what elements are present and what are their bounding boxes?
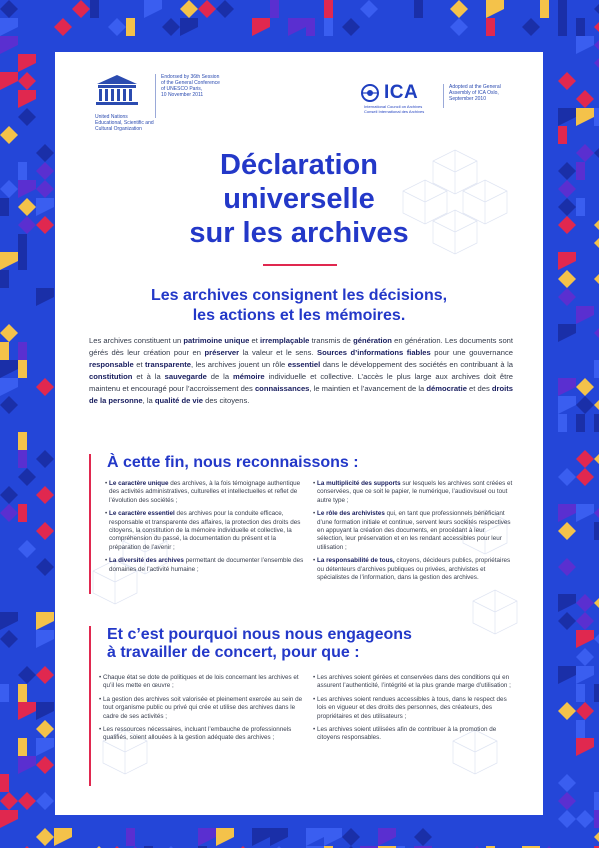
background-tile bbox=[18, 504, 27, 522]
section2-right-list bbox=[313, 674, 513, 748]
list-item bbox=[313, 510, 513, 552]
intro-keyword: irremplaçable bbox=[260, 336, 310, 345]
bullet-icon: • bbox=[313, 480, 316, 487]
list-item bbox=[313, 726, 513, 743]
list-item bbox=[99, 726, 305, 743]
item-keyword: Le rôle des archivistes bbox=[317, 510, 385, 518]
section1-title: À cette fin, nous reconnaissons : bbox=[107, 454, 359, 471]
intro-keyword: mémoire bbox=[233, 372, 265, 382]
bullet-icon: • bbox=[99, 674, 102, 681]
declaration-card bbox=[55, 52, 543, 815]
intro-keyword: transparente bbox=[145, 360, 192, 370]
background-tile bbox=[558, 0, 567, 18]
unesco-temple-logo bbox=[95, 74, 139, 108]
bullet-icon: • bbox=[313, 557, 316, 565]
background-tile bbox=[306, 18, 315, 36]
background-tile bbox=[576, 162, 585, 180]
background-tile bbox=[0, 342, 9, 360]
item-text: Les archives soient gérées et conservées dans des conditions qui en assurent l’authenticité, l’intégrité et la plus grande marge d’utilisation ; bbox=[317, 674, 511, 690]
section2-title: Et c’est pourquoi nous nous engageons à travailler de concert, pour que : bbox=[107, 626, 412, 661]
intro-keyword: connaissances bbox=[254, 384, 310, 394]
section1-left-list bbox=[105, 480, 305, 579]
background-tile bbox=[0, 270, 9, 288]
intro-text: en génération. Les documents sont gérés dès leur création pour en bbox=[89, 336, 514, 358]
bullet-icon: • bbox=[99, 726, 102, 734]
section1-accent-bar bbox=[89, 454, 91, 594]
background-tile bbox=[486, 18, 495, 36]
background-tile bbox=[594, 684, 599, 702]
item-keyword: Le caractère essentiel bbox=[109, 510, 175, 518]
item-keyword: La responsabilité de tous, bbox=[317, 557, 395, 565]
intro-keyword: Sources d’informations fiables bbox=[317, 348, 431, 358]
page-title: Déclaration universelle sur les archives bbox=[189, 149, 409, 249]
background-tile bbox=[558, 18, 567, 36]
bullet-icon: • bbox=[313, 695, 316, 703]
intro-keyword: sauvegarde bbox=[164, 372, 207, 382]
background-tile bbox=[594, 414, 599, 432]
item-keyword: Le caractère unique bbox=[109, 480, 169, 487]
title-divider bbox=[263, 264, 337, 266]
background-tile bbox=[90, 0, 99, 18]
section2-accent-bar bbox=[89, 626, 91, 786]
intro-text: transmis de bbox=[309, 336, 354, 345]
background-tile bbox=[540, 0, 549, 18]
list-item bbox=[99, 674, 305, 691]
background-tile bbox=[576, 720, 585, 738]
intro-text: , les archives jouent un rôle bbox=[191, 360, 288, 370]
intro-text: pour une gouvernance bbox=[430, 348, 513, 358]
background-tile bbox=[18, 252, 27, 270]
background-tile bbox=[576, 684, 585, 702]
ica-adoption-note: Adopted at the General Assembly of ICA Oslo, September 2010 bbox=[443, 84, 519, 108]
subtitle: Les archives consignent les décisions, les actions et les mémoires. bbox=[150, 287, 448, 324]
ica-globe-logo bbox=[361, 84, 385, 102]
bullet-icon: • bbox=[313, 726, 316, 734]
intro-text: Les archives constituent un bbox=[89, 336, 184, 345]
bullet-icon: • bbox=[105, 480, 108, 487]
list-item bbox=[313, 674, 513, 691]
intro-keyword: constitution bbox=[89, 372, 133, 382]
intro-text: dans le développement des sociétés en contribuant à la bbox=[320, 360, 513, 370]
background-tile bbox=[18, 684, 27, 702]
intro-text: la valeur et le sens. bbox=[239, 348, 318, 358]
item-text: sur lesquels les archives sont créées et conservées, que ce soit le papier, le numérique, l’audiovisuel ou tout autre type ; bbox=[317, 480, 513, 504]
background-tile bbox=[18, 234, 27, 252]
background-tile bbox=[18, 450, 27, 468]
item-text: qui, en tant que professionnels bénéficiant d’une formation initiale et continue, servent leurs sociétés respectives en appuyant la création des documents, en procédant à leur sélection, leur préservation et en les rendant accessibles pour leur utilisation ; bbox=[317, 510, 511, 551]
intro-text: , la bbox=[142, 396, 155, 406]
item-text: La gestion des archives soit valorisée et pleinement exercée au sein de tout organisme public ou privé qui crée et utilise des archives dans le cadre de ses activités ; bbox=[103, 695, 303, 720]
intro-keyword: démocratie bbox=[426, 384, 467, 394]
list-item bbox=[105, 510, 305, 552]
item-text: des archives pour la conduite efficace, responsable et transparente des affaires, la protection des droits des citoyens, la constitution de la mémoire individuelle et collective, la compréhension du passé, la documentation du présent et la préparation de l’avenir ; bbox=[109, 510, 301, 551]
list-item bbox=[313, 557, 513, 582]
item-text: Chaque état se dote de politiques et de lois concernant les archives et qu’il les mette en œuvre ; bbox=[103, 674, 299, 690]
background-tile bbox=[0, 684, 9, 702]
background-tile bbox=[576, 198, 585, 216]
intro-text: des citoyens. bbox=[202, 396, 250, 406]
bullet-icon: • bbox=[105, 510, 108, 518]
background-tile bbox=[594, 108, 599, 126]
item-text: Les ressources nécessaires, incluant l’embauche de professionnels qualifiés, soient allouées à la gestion adéquate des archives ; bbox=[103, 726, 292, 742]
intro-keyword: qualité de vie bbox=[154, 396, 203, 406]
background-tile bbox=[558, 126, 567, 144]
background-tile bbox=[558, 414, 567, 432]
intro-keyword: responsable bbox=[89, 360, 134, 370]
intro-text: et bbox=[249, 336, 261, 345]
item-text: Les archives soient rendues accessibles à tous, dans le respect des lois en vigueur et des droits des personnes, des créateurs, des propriétaires et des utilisateurs ; bbox=[317, 695, 507, 720]
logo-header bbox=[55, 52, 543, 162]
item-text: des archives, à la fois témoignage authentique des activités administratives, culturelles et intellectuelles et reflet de l’évolution des sociétés ; bbox=[109, 480, 301, 504]
section2-left-list bbox=[99, 674, 305, 748]
background-tile bbox=[414, 0, 423, 18]
bullet-icon: • bbox=[105, 557, 108, 565]
intro-keyword: patrimoine unique bbox=[183, 336, 250, 345]
background-tile bbox=[576, 18, 585, 36]
ica-wordmark: ICA bbox=[384, 82, 419, 103]
intro-keyword: droits de la personne bbox=[89, 384, 513, 406]
list-item bbox=[313, 480, 513, 505]
intro-text: , le maintien et l’avancement de la bbox=[309, 384, 427, 394]
list-item bbox=[105, 557, 305, 574]
intro-text: et des bbox=[466, 384, 492, 394]
item-text: permettant de documenter l’ensemble des domaines de l’activité humaine ; bbox=[109, 557, 304, 573]
background-tile bbox=[18, 360, 27, 378]
background-tile bbox=[594, 360, 599, 378]
list-item bbox=[105, 480, 305, 505]
background-tile bbox=[126, 828, 135, 846]
background-tile bbox=[594, 810, 599, 828]
bullet-icon: • bbox=[99, 695, 102, 703]
item-keyword: La diversité des archives bbox=[109, 557, 184, 565]
list-item bbox=[99, 696, 305, 721]
intro-text: de la bbox=[206, 372, 233, 382]
intro-keyword: essentiel bbox=[287, 360, 321, 370]
item-keyword: La multiplicité des supports bbox=[317, 480, 401, 487]
list-item bbox=[313, 696, 513, 721]
intro-keyword: préserver bbox=[204, 348, 240, 358]
intro-text: individuelle et collective. L’accès le plus large aux archives doit être maintenu et encouragé pour l’accroissement des bbox=[89, 372, 514, 394]
intro-paragraph bbox=[89, 335, 513, 408]
unesco-endorsement-note: Endorsed by 36th Session of the General Conference of UNESCO Paris, 10 November 2011 bbox=[155, 74, 239, 118]
background-tile bbox=[576, 414, 585, 432]
ica-full-name: International Council on Archives Conseil International des Archives bbox=[364, 104, 425, 114]
item-text: citoyens, décideurs publics, propriétaires ou détenteurs d’archives publiques ou privées, archivistes et spécialistes de l’information, dans la gestion des archives. bbox=[317, 557, 511, 582]
intro-keyword: génération bbox=[353, 336, 392, 345]
intro-text: et bbox=[133, 360, 146, 370]
background-tile bbox=[18, 432, 27, 450]
bullet-icon: • bbox=[313, 674, 316, 681]
item-text: Les archives soient utilisées afin de contribuer à la promotion de citoyens responsables. bbox=[317, 726, 497, 742]
background-tile bbox=[18, 162, 27, 180]
intro-text: et à la bbox=[132, 372, 165, 382]
background-tile bbox=[18, 342, 27, 360]
background-tile bbox=[18, 738, 27, 756]
background-tile bbox=[0, 774, 9, 792]
background-tile bbox=[0, 198, 9, 216]
background-tile bbox=[324, 18, 333, 36]
background-tile bbox=[594, 522, 599, 540]
section1-right-list bbox=[313, 480, 513, 587]
background-tile bbox=[126, 18, 135, 36]
background-tile bbox=[594, 792, 599, 810]
unesco-org-name: United Nations Educational, Scientific and Cultural Organization bbox=[95, 114, 154, 132]
background-tile bbox=[270, 0, 279, 18]
background-tile bbox=[324, 0, 333, 18]
bullet-icon: • bbox=[313, 510, 316, 518]
